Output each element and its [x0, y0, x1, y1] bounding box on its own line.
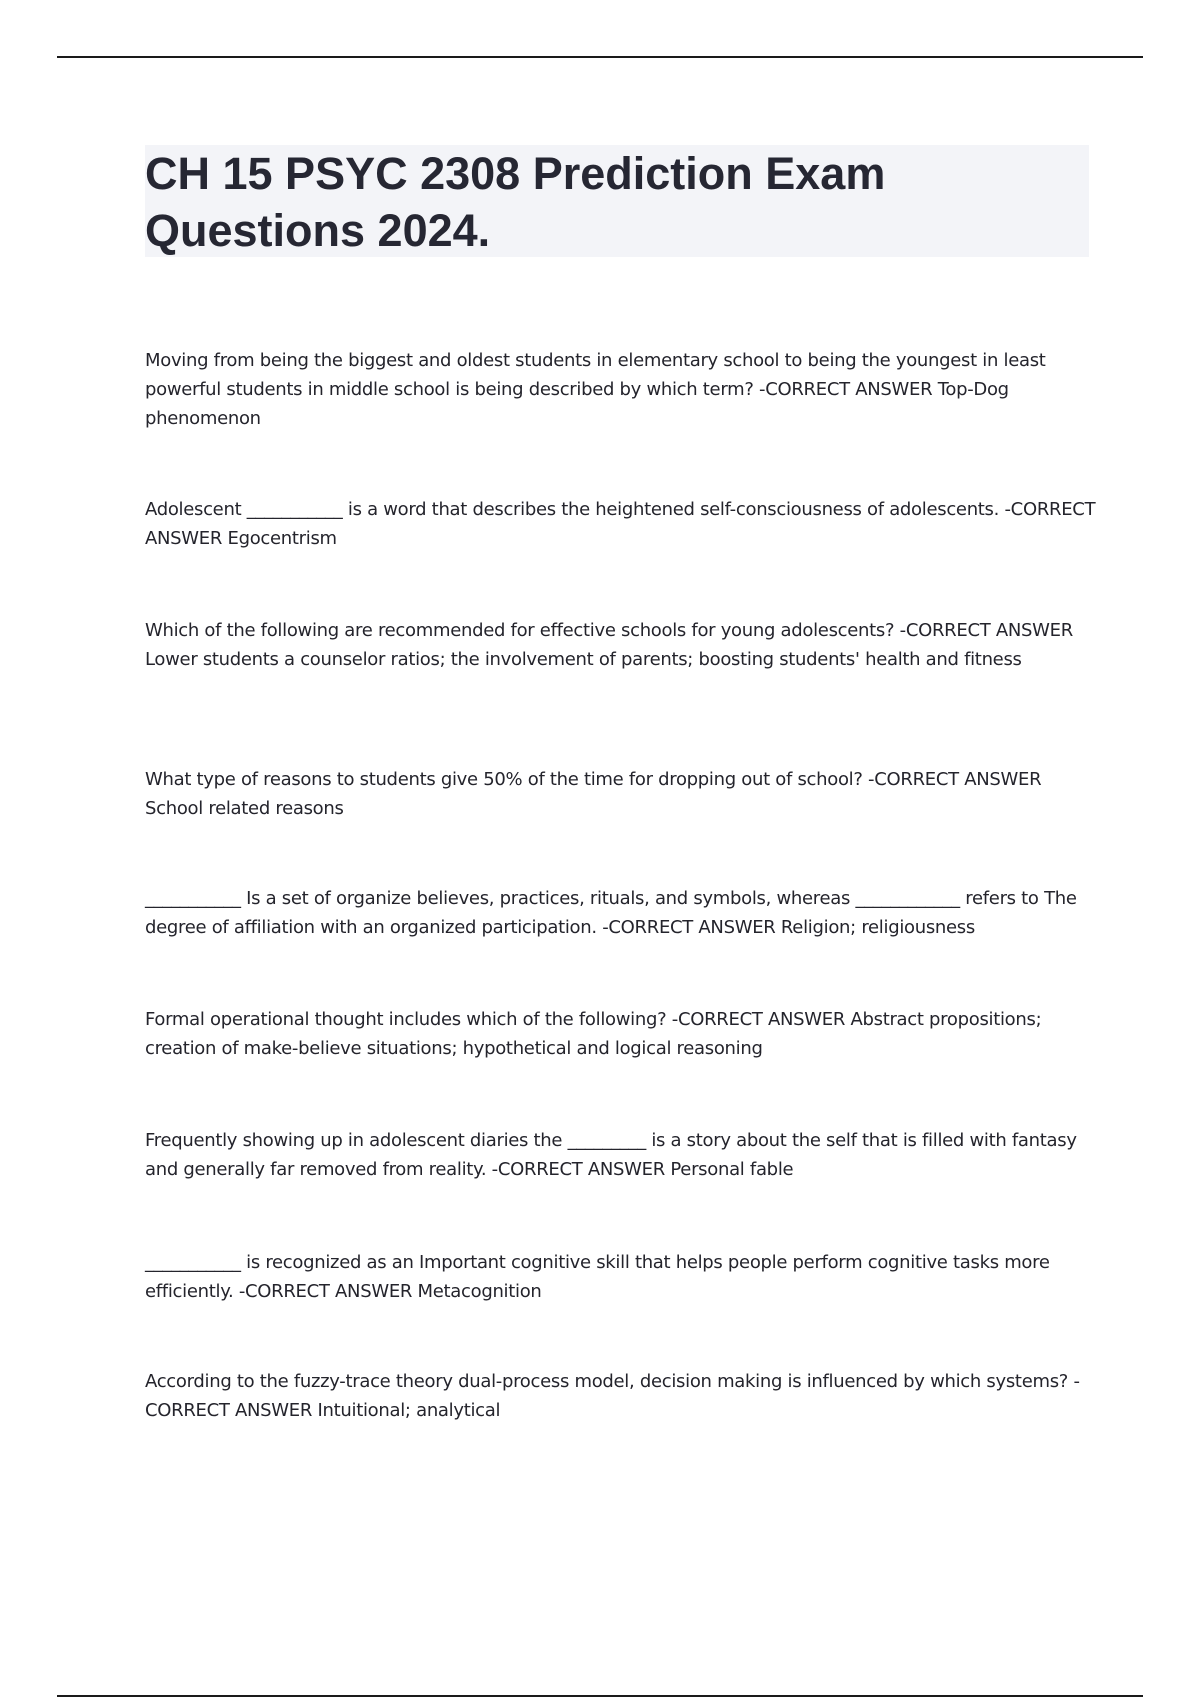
question-item-5: ___________ Is a set of organize believes, practices, rituals, and symbols, whereas ____________ refers to The degree of affiliation with an organized participation. -CORRECT ANSWER Religion; religiousness [145, 888, 1077, 938]
question-item-8: ___________ is recognized as an Important cognitive skill that helps people perform cognitive tasks more efficiently. -CORRECT ANSWER Metacognition [145, 1252, 1050, 1302]
question-item-9: According to the fuzzy-trace theory dual-process model, decision making is influenced by which systems? -CORRECT ANSWER Intuitional; analytical [145, 1371, 1080, 1421]
question-item-1: Moving from being the biggest and oldest students in elementary school to being the youngest in least powerful students in middle school is being described by which term? -CORRECT ANSWER Top-Dog phenomenon [145, 350, 1046, 429]
title-block [145, 145, 1089, 257]
bottom-rule [57, 1695, 1143, 1697]
question-item-3: Which of the following are recommended for effective schools for young adolescents? -CORRECT ANSWER Lower students a counselor ratios; the involvement of parents; boosting students' health and fitness [145, 620, 1073, 670]
question-item-4: What type of reasons to students give 50% of the time for dropping out of school? -CORRECT ANSWER School related reasons [145, 769, 1042, 819]
question-item-2: Adolescent ___________ is a word that describes the heightened self-consciousness of adolescents. -CORRECT ANSWER Egocentrism [145, 499, 1096, 549]
question-item-7: Frequently showing up in adolescent diaries the _________ is a story about the self that is filled with fantasy and generally far removed from reality. -CORRECT ANSWER Personal fable [145, 1130, 1077, 1180]
document-title: CH 15 PSYC 2308 Prediction Exam Questions 2024. [145, 148, 886, 256]
question-item-6: Formal operational thought includes which of the following? -CORRECT ANSWER Abstract propositions; creation of make-believe situations; hypothetical and logical reasoning [145, 1009, 1042, 1059]
top-rule [57, 56, 1143, 58]
